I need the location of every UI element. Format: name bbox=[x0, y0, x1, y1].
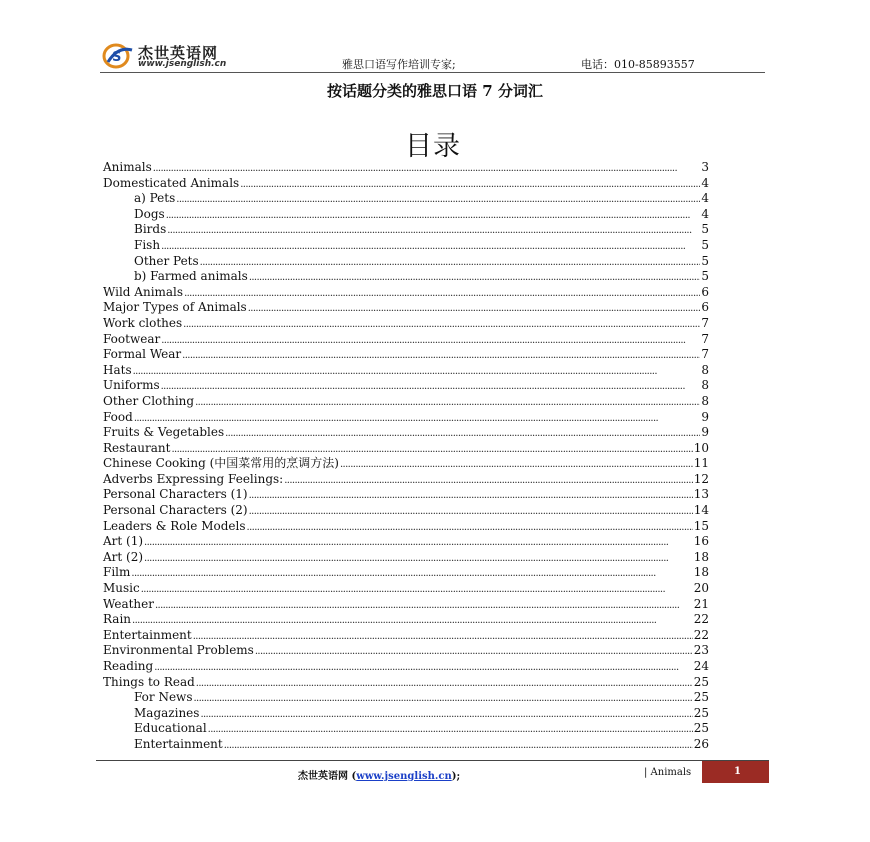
toc-entry-label: Domesticated Animals bbox=[103, 175, 240, 190]
toc-entry-label: Birds bbox=[134, 222, 167, 237]
toc-entry-page: 25 bbox=[693, 690, 709, 705]
toc-dot-leader bbox=[155, 598, 693, 614]
toc-entry-page: 25 bbox=[693, 721, 709, 736]
toc-entry[interactable] bbox=[103, 222, 709, 238]
toc-entry-label: Things to Read bbox=[103, 674, 195, 689]
toc-entry[interactable] bbox=[103, 238, 709, 254]
toc-dot-leader bbox=[183, 317, 700, 333]
toc-entry-page: 5 bbox=[701, 237, 709, 252]
toc-entry-page: 14 bbox=[693, 503, 709, 518]
toc-entry-label: Magazines bbox=[134, 705, 200, 720]
toc-dot-leader bbox=[161, 239, 700, 255]
toc-entry-label: Fruits & Vegetables bbox=[103, 425, 225, 440]
toc-entry-label: Weather bbox=[103, 596, 154, 611]
toc-entry-label: For News bbox=[134, 690, 193, 705]
toc-entry-page: 24 bbox=[693, 659, 709, 673]
toc-dot-leader bbox=[240, 177, 700, 193]
logo-name: 杰世英语网 bbox=[138, 44, 219, 62]
toc-entry-label: Entertainment bbox=[134, 736, 223, 751]
toc-entry-label: Fish bbox=[134, 237, 161, 252]
toc-dot-leader bbox=[141, 582, 693, 598]
toc-entry-label: Reading bbox=[103, 659, 154, 673]
toc-entry[interactable] bbox=[103, 285, 709, 301]
toc-entry-page: 20 bbox=[693, 581, 709, 596]
toc-entry[interactable] bbox=[103, 737, 709, 753]
toc-entry[interactable] bbox=[103, 550, 709, 566]
toc-entry[interactable] bbox=[103, 316, 709, 332]
toc-dot-leader bbox=[184, 286, 700, 302]
toc-entry-page: 4 bbox=[701, 206, 709, 221]
toc-dot-leader bbox=[134, 411, 701, 427]
toc-entry-label: Other Clothing bbox=[103, 393, 195, 408]
logo-swoosh-icon bbox=[102, 42, 136, 70]
footer-site bbox=[298, 767, 460, 782]
toc-dot-leader bbox=[144, 551, 693, 567]
toc-entry-label: Entertainment bbox=[103, 627, 192, 642]
toc-entry[interactable] bbox=[103, 269, 709, 285]
footer-page-badge bbox=[702, 761, 769, 783]
toc-entry-label: Work clothes bbox=[103, 315, 183, 330]
toc-entry[interactable] bbox=[103, 378, 709, 394]
toc-entry-page: 25 bbox=[693, 705, 709, 720]
toc-entry-label: Music bbox=[103, 581, 140, 596]
toc-entry[interactable] bbox=[103, 675, 709, 691]
toc-entry[interactable] bbox=[103, 472, 709, 488]
toc-entry-page: 11 bbox=[693, 456, 709, 471]
toc-entry[interactable] bbox=[103, 503, 709, 519]
toc-entry-label: Environmental Problems bbox=[103, 643, 254, 658]
toc-entry-label: Hats bbox=[103, 362, 132, 377]
toc-dot-leader bbox=[208, 722, 693, 738]
table-of-contents bbox=[103, 160, 709, 753]
toc-entry-page: 6 bbox=[701, 300, 709, 315]
toc-dot-leader bbox=[200, 255, 701, 271]
toc-dot-leader bbox=[195, 395, 700, 411]
toc-entry-label: Art (2) bbox=[103, 549, 144, 564]
header-tagline: 雅思口语写作培训专家; bbox=[342, 58, 456, 71]
toc-entry-label: Restaurant bbox=[103, 440, 171, 455]
toc-entry[interactable] bbox=[103, 565, 709, 581]
toc-entry[interactable] bbox=[103, 487, 709, 503]
toc-entry-label: Uniforms bbox=[103, 378, 160, 393]
toc-entry-label: Film bbox=[103, 565, 131, 580]
toc-entry[interactable] bbox=[103, 628, 709, 644]
footer-site-link[interactable]: www.jsenglish.cn bbox=[356, 771, 452, 782]
toc-dot-leader bbox=[166, 208, 701, 224]
toc-entry[interactable] bbox=[103, 441, 709, 457]
toc-entry-label: Personal Characters (1) bbox=[103, 487, 248, 502]
toc-dot-leader bbox=[340, 457, 693, 473]
toc-entry-page: 16 bbox=[693, 534, 709, 549]
page-header bbox=[100, 38, 765, 73]
toc-entry[interactable] bbox=[103, 456, 709, 472]
toc-entry-page: 13 bbox=[693, 487, 709, 502]
toc-dot-leader bbox=[131, 566, 692, 582]
toc-entry-page: 8 bbox=[701, 378, 709, 393]
toc-entry[interactable] bbox=[103, 534, 709, 550]
toc-entry-page: 6 bbox=[701, 284, 709, 299]
toc-entry-page: 7 bbox=[701, 331, 709, 346]
toc-dot-leader bbox=[249, 488, 693, 504]
toc-entry[interactable] bbox=[103, 300, 709, 316]
toc-dot-leader bbox=[248, 301, 701, 317]
toc-entry-page: 21 bbox=[693, 596, 709, 611]
toc-dot-leader bbox=[284, 473, 693, 489]
toc-dot-leader bbox=[193, 691, 692, 707]
toc-entry-label: Rain bbox=[103, 612, 132, 627]
toc-entry-label: Major Types of Animals bbox=[103, 300, 247, 315]
toc-dot-leader bbox=[249, 270, 701, 286]
toc-entry-page: 25 bbox=[693, 674, 709, 689]
toc-entry-page: 18 bbox=[693, 565, 709, 580]
toc-entry-page: 10 bbox=[693, 440, 709, 455]
toc-dot-leader bbox=[224, 738, 693, 754]
toc-entry-label: Adverbs Expressing Feelings: bbox=[103, 471, 284, 486]
header-phone: 电话：010-85893557 bbox=[581, 58, 695, 71]
toc-entry[interactable] bbox=[103, 721, 709, 737]
toc-heading: 目录 bbox=[405, 131, 461, 162]
toc-entry[interactable] bbox=[103, 176, 709, 192]
toc-entry-page: 4 bbox=[701, 191, 709, 206]
toc-entry[interactable] bbox=[103, 597, 709, 613]
footer-page-number: 1 bbox=[734, 766, 741, 777]
toc-entry[interactable] bbox=[103, 191, 709, 207]
toc-dot-leader bbox=[154, 660, 692, 676]
toc-entry-label: Animals bbox=[103, 160, 152, 174]
toc-entry[interactable] bbox=[103, 410, 709, 426]
toc-entry-page: 23 bbox=[693, 643, 709, 658]
toc-entry[interactable] bbox=[103, 706, 709, 722]
toc-entry-page: 9 bbox=[701, 425, 709, 440]
toc-entry[interactable] bbox=[103, 394, 709, 410]
toc-entry[interactable] bbox=[103, 690, 709, 706]
toc-entry-page: 4 bbox=[701, 175, 709, 190]
toc-entry[interactable] bbox=[103, 612, 709, 628]
toc-entry-label: b) Farmed animals bbox=[134, 269, 248, 284]
toc-dot-leader bbox=[171, 442, 692, 458]
toc-entry[interactable] bbox=[103, 363, 709, 379]
toc-entry-page: 7 bbox=[701, 347, 709, 362]
toc-entry[interactable] bbox=[103, 659, 709, 675]
toc-dot-leader bbox=[247, 520, 693, 536]
toc-entry-label: Chinese Cooking (中国菜常用的烹调方法) bbox=[103, 456, 339, 471]
toc-entry-label: Formal Wear bbox=[103, 347, 182, 362]
toc-dot-leader bbox=[225, 426, 700, 442]
toc-dot-leader bbox=[132, 613, 693, 629]
toc-entry-page: 12 bbox=[693, 471, 709, 486]
toc-entry-page: 22 bbox=[693, 612, 709, 627]
toc-dot-leader bbox=[200, 707, 692, 723]
toc-entry-page: 26 bbox=[693, 736, 709, 751]
toc-entry-label: Food bbox=[103, 409, 133, 424]
toc-entry[interactable] bbox=[103, 160, 709, 176]
footer-site-prefix: ( bbox=[348, 771, 357, 782]
toc-entry-label: Dogs bbox=[134, 206, 165, 221]
toc-dot-leader bbox=[153, 161, 701, 177]
toc-entry-page: 7 bbox=[701, 315, 709, 330]
toc-entry[interactable] bbox=[103, 207, 709, 223]
toc-entry-label: Personal Characters (2) bbox=[103, 503, 248, 518]
toc-entry-label: Other Pets bbox=[134, 253, 199, 268]
toc-entry-label: a) Pets bbox=[134, 191, 176, 206]
toc-entry[interactable] bbox=[103, 425, 709, 441]
toc-entry-label: Educational bbox=[134, 721, 207, 736]
toc-dot-leader bbox=[167, 223, 700, 239]
toc-entry[interactable] bbox=[103, 643, 709, 659]
page-footer bbox=[96, 760, 769, 783]
toc-dot-leader bbox=[193, 629, 693, 645]
toc-entry-label: Footwear bbox=[103, 331, 161, 346]
site-logo bbox=[102, 40, 252, 72]
toc-entry-page: 18 bbox=[693, 549, 709, 564]
toc-dot-leader bbox=[161, 379, 701, 395]
footer-section: | Animals bbox=[644, 767, 692, 778]
toc-entry[interactable] bbox=[103, 581, 709, 597]
toc-dot-leader bbox=[182, 348, 700, 364]
svg-text:S: S bbox=[112, 50, 122, 65]
toc-entry-label: Leaders & Role Models bbox=[103, 518, 246, 533]
toc-entry-page: 5 bbox=[701, 253, 709, 268]
toc-entry-page: 22 bbox=[693, 627, 709, 642]
toc-dot-leader bbox=[144, 535, 693, 551]
footer-site-name: 杰世英语网 bbox=[298, 771, 348, 782]
toc-entry-page: 3 bbox=[701, 160, 709, 174]
toc-entry-label: Art (1) bbox=[103, 534, 144, 549]
toc-entry-page: 9 bbox=[701, 409, 709, 424]
toc-dot-leader bbox=[255, 644, 693, 660]
toc-entry-page: 5 bbox=[701, 222, 709, 237]
toc-dot-leader bbox=[176, 192, 700, 208]
footer-site-suffix: ); bbox=[451, 771, 461, 782]
toc-entry-page: 15 bbox=[693, 518, 709, 533]
toc-entry[interactable] bbox=[103, 347, 709, 363]
toc-entry-page: 8 bbox=[701, 362, 709, 377]
toc-entry[interactable] bbox=[103, 332, 709, 348]
toc-entry[interactable] bbox=[103, 254, 709, 270]
toc-dot-leader bbox=[196, 676, 693, 692]
toc-dot-leader bbox=[133, 364, 701, 380]
logo-url: www.jsenglish.cn bbox=[138, 59, 227, 69]
toc-dot-leader bbox=[161, 333, 700, 349]
toc-entry-page: 5 bbox=[701, 269, 709, 284]
document-title: 按话题分类的雅思口语 7 分词汇 bbox=[327, 82, 543, 100]
toc-entry[interactable] bbox=[103, 519, 709, 535]
toc-entry-page: 8 bbox=[701, 393, 709, 408]
toc-dot-leader bbox=[249, 504, 693, 520]
toc-entry-label: Wild Animals bbox=[103, 284, 184, 299]
